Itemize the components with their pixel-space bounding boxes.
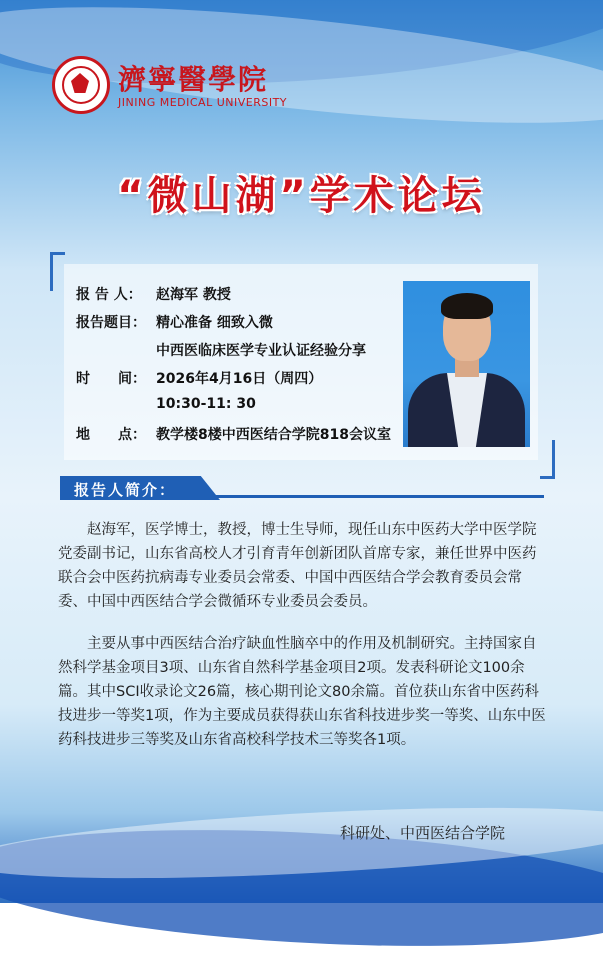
section-underline [210,495,544,498]
time-label: 时 间： [76,371,146,387]
frame-corner [50,252,65,291]
time-row [76,368,322,388]
speaker-value: 赵海军 教授 [156,287,231,303]
university-name-en: JINING MEDICAL UNIVERSITY [118,96,288,109]
organizer-text: 科研处、中西医结合学院 [340,824,506,842]
section-title: 报告人简介： [74,481,177,499]
bio-text-2: 主要从事中西医结合治疗缺血性脑卒中的作用及机制研究。主持国家自然科学基金项目3项、山东省自然科学基金项目2项。发表科研论文100余篇。其中SCI收录论文26篇，核心期刊论文80余篇。首位获山东省中医药科技进步一等奖1项，作为主要成员获得获山东省科技进步奖一等奖、山东中医药科技进步三等奖及山东省高校科学技术三等奖各1项。 [58,636,546,748]
speaker-label: 报 告 人： [76,287,142,303]
place-value: 教学楼8楼中西医结合学院818会议室 [156,427,391,443]
university-name-cn: 濟寧醫學院 [118,63,269,96]
frame-corner [540,440,555,479]
time-hours: 10:30-11: 30 [156,396,256,412]
place-row [76,424,391,444]
topic-line2: 中西医临床医学专业认证经验分享 [156,343,366,359]
bio-paragraph-2 [58,632,548,752]
bio-paragraph-1 [58,518,548,614]
forum-title: “微山湖”学术论坛 [117,173,486,219]
place-label: 地 点： [76,427,146,443]
topic-row [76,312,273,332]
bio-text-1: 赵海军，医学博士，教授，博士生导师，现任山东中医药大学中医学院党委副书记，山东省高校人才引育青年创新团队首席专家，兼任世界中医药联合会中医药抗病毒专业委员会常委、中国中西医结合学会教育委员会常委、中国中西医结合学会微循环专业委员会委员。 [58,522,537,610]
topic-label: 报告题目： [76,315,146,331]
university-seal-icon [52,56,110,114]
photo-hair [441,293,493,319]
topic-line1: 精心准备 细致入微 [156,315,273,331]
time-date: 2026年4月16日（周四） [156,371,323,387]
speaker-row [76,284,231,304]
section-header [60,476,544,500]
speaker-photo [403,281,530,447]
